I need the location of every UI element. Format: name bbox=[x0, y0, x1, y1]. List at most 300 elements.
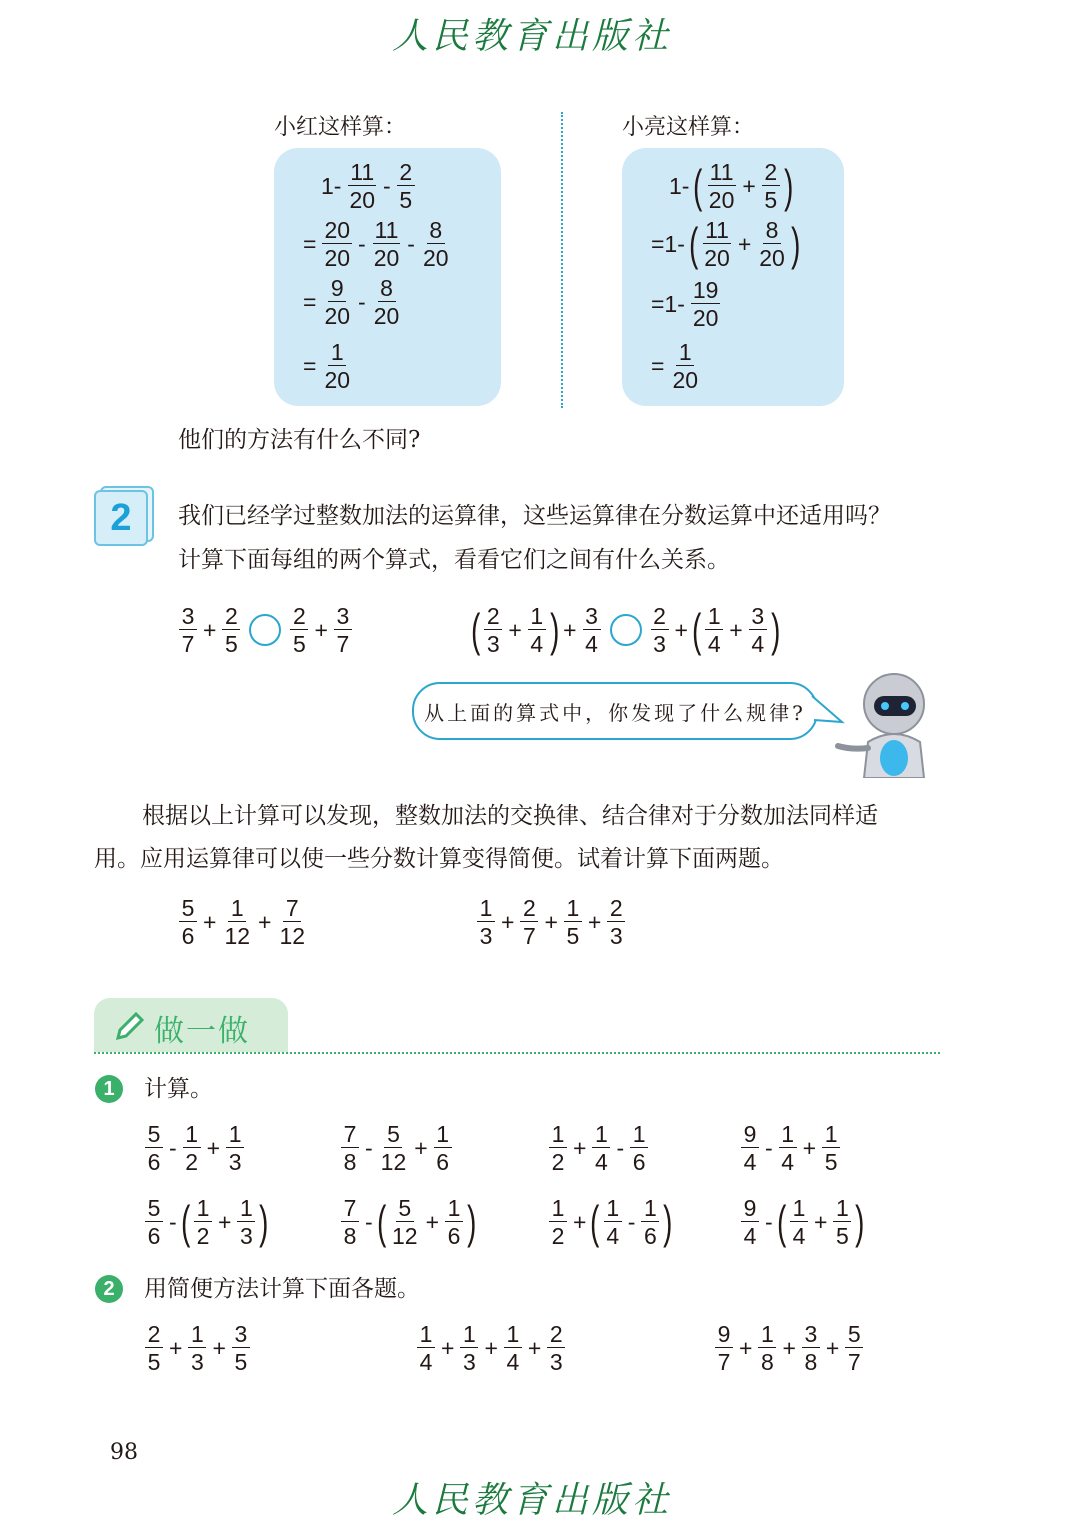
fraction bbox=[845, 1322, 863, 1374]
numerator: 9 bbox=[328, 276, 346, 302]
q2-expr-3 bbox=[712, 1322, 866, 1374]
numerator: 2 bbox=[484, 604, 502, 630]
operator: + bbox=[314, 616, 328, 643]
numerator: 1 bbox=[183, 1122, 201, 1148]
bubble-text: 从上面的算式中，你发现了什么规律? bbox=[424, 700, 806, 725]
fraction bbox=[183, 1122, 201, 1174]
operator: + bbox=[527, 1334, 542, 1361]
denominator: 4 bbox=[743, 1223, 757, 1250]
numerator: 1 bbox=[604, 1196, 622, 1222]
operator: + bbox=[674, 616, 688, 643]
parenthesis: ) bbox=[467, 1196, 477, 1249]
fraction bbox=[460, 1322, 478, 1374]
parenthesis: ( bbox=[692, 604, 702, 657]
numerator: 1 bbox=[226, 1122, 244, 1148]
fraction bbox=[334, 604, 352, 656]
parenthesis: ) bbox=[855, 1196, 865, 1249]
numerator: 2 bbox=[222, 604, 240, 630]
fraction bbox=[547, 1322, 565, 1374]
denominator: 4 bbox=[506, 1349, 520, 1376]
numerator: 1 bbox=[790, 1196, 808, 1222]
fraction bbox=[741, 1122, 759, 1174]
numerator: 3 bbox=[232, 1322, 250, 1348]
fraction bbox=[549, 1196, 567, 1248]
operator: + bbox=[203, 908, 217, 935]
denominator: 5 bbox=[566, 923, 580, 950]
fraction bbox=[822, 1122, 840, 1174]
xiaoliang-method-box bbox=[622, 148, 844, 406]
numerator: 5 bbox=[384, 1122, 402, 1148]
denominator: 3 bbox=[240, 1223, 253, 1250]
row-prefix: = bbox=[651, 352, 665, 379]
operator: + bbox=[742, 172, 756, 199]
q2-expr-1 bbox=[142, 1322, 253, 1374]
fraction bbox=[145, 1322, 163, 1374]
denominator: 7 bbox=[181, 631, 195, 658]
operator: + bbox=[544, 908, 558, 935]
operator: + bbox=[212, 1334, 226, 1361]
numerator: 1 bbox=[434, 1122, 452, 1148]
numerator: 1 bbox=[417, 1322, 435, 1348]
robot-speech-bubble bbox=[412, 682, 818, 740]
fraction bbox=[188, 1322, 206, 1374]
fraction bbox=[528, 604, 546, 656]
practice-1-badge: 1 bbox=[95, 1075, 123, 1103]
xiaohong-method-box bbox=[274, 148, 501, 406]
numerator: 2 bbox=[520, 896, 538, 922]
practice-divider bbox=[94, 1052, 940, 1054]
denominator: 3 bbox=[653, 631, 666, 658]
operator: - bbox=[765, 1208, 773, 1235]
fraction bbox=[372, 276, 402, 328]
fraction bbox=[222, 896, 252, 948]
question-different: 他们的方法有什么不同? bbox=[178, 427, 421, 453]
example2-line1: 我们已经学过整数加法的运算律，这些运算律在分数运算中还适用吗？ bbox=[178, 503, 891, 529]
xiaohong-row-4 bbox=[300, 340, 355, 392]
denominator: 20 bbox=[324, 367, 351, 394]
numerator: 3 bbox=[334, 604, 352, 630]
operator: + bbox=[563, 616, 577, 643]
fraction bbox=[145, 1122, 163, 1174]
parenthesis: ( bbox=[180, 1196, 190, 1249]
operator: - bbox=[169, 1134, 177, 1161]
fraction bbox=[237, 1196, 255, 1248]
fraction bbox=[434, 1122, 452, 1174]
denominator: 4 bbox=[707, 631, 721, 658]
fraction bbox=[445, 1196, 463, 1248]
numerator: 1 bbox=[237, 1196, 255, 1222]
xiaohong-row-2 bbox=[300, 218, 454, 270]
pencil-icon bbox=[114, 1010, 146, 1042]
q1-row1-expr-3 bbox=[546, 1122, 651, 1174]
row-prefix: =1- bbox=[651, 230, 685, 257]
fraction bbox=[607, 896, 625, 948]
numerator: 3 bbox=[179, 604, 197, 630]
fraction bbox=[520, 896, 538, 948]
denominator: 3 bbox=[463, 1349, 476, 1376]
numerator: 8 bbox=[763, 218, 781, 244]
parenthesis: ) bbox=[259, 1196, 269, 1249]
practice-title: 做一做 bbox=[154, 1014, 250, 1049]
fraction bbox=[749, 604, 767, 656]
fraction bbox=[341, 1122, 359, 1174]
numerator: 9 bbox=[741, 1196, 759, 1222]
xiaoliang-row-1 bbox=[666, 160, 794, 212]
numerator: 2 bbox=[547, 1322, 565, 1348]
denominator: 6 bbox=[147, 1223, 161, 1250]
numerator: 7 bbox=[283, 896, 301, 922]
fraction bbox=[705, 604, 723, 656]
denominator: 3 bbox=[191, 1349, 204, 1376]
parenthesis: ( bbox=[776, 1196, 786, 1249]
q1-row2-expr-4 bbox=[738, 1196, 866, 1248]
xiaoliang-label: 小亮这样算： bbox=[622, 115, 755, 140]
denominator: 5 bbox=[836, 1223, 849, 1250]
operator: + bbox=[425, 1208, 440, 1235]
numerator: 2 bbox=[145, 1322, 163, 1348]
denominator: 3 bbox=[486, 631, 500, 658]
denominator: 8 bbox=[804, 1349, 818, 1376]
operator: + bbox=[587, 908, 602, 935]
fraction bbox=[322, 276, 352, 328]
denominator: 20 bbox=[708, 187, 735, 214]
fraction bbox=[741, 1196, 759, 1248]
denominator: 5 bbox=[293, 631, 306, 658]
denominator: 7 bbox=[717, 1349, 731, 1376]
conclusion-para1: 根据以上计算可以发现，整数加法的交换律、结合律对于分数加法同样适 bbox=[142, 803, 878, 829]
numerator: 2 bbox=[290, 604, 308, 630]
numerator: 1 bbox=[328, 340, 346, 366]
numerator: 5 bbox=[179, 896, 197, 922]
fraction bbox=[592, 1122, 610, 1174]
row-prefix: 1- bbox=[669, 172, 690, 199]
numerator: 8 bbox=[378, 276, 396, 302]
fraction bbox=[802, 1322, 820, 1374]
operator: - bbox=[365, 1208, 373, 1235]
numerator: 20 bbox=[324, 217, 351, 243]
fraction bbox=[397, 160, 415, 212]
operator: + bbox=[814, 1208, 828, 1235]
fraction bbox=[477, 896, 495, 948]
denominator: 8 bbox=[343, 1149, 357, 1176]
fraction bbox=[757, 218, 787, 270]
compare-blank-circle[interactable] bbox=[249, 614, 281, 646]
operator: + bbox=[218, 1208, 232, 1235]
denominator: 20 bbox=[704, 245, 730, 272]
fraction bbox=[715, 1322, 733, 1374]
conclusion-para2: 用。应用运算律可以使一些分数计算变得简便。试着计算下面两题。 bbox=[94, 846, 784, 872]
denominator: 5 bbox=[234, 1349, 248, 1376]
numerator: 7 bbox=[341, 1122, 359, 1148]
compare-expression-a bbox=[176, 604, 355, 656]
denominator: 6 bbox=[447, 1223, 461, 1250]
denominator: 6 bbox=[181, 923, 195, 950]
fraction bbox=[379, 1122, 409, 1174]
fraction bbox=[630, 1122, 648, 1174]
operator: + bbox=[508, 616, 522, 643]
fraction bbox=[604, 1196, 622, 1248]
example-number-badge: 2 bbox=[94, 486, 152, 544]
operator: - bbox=[616, 1134, 625, 1161]
parenthesis: ) bbox=[549, 604, 560, 657]
numerator: 3 bbox=[802, 1322, 820, 1348]
denominator: 6 bbox=[436, 1149, 450, 1176]
q1-row1-expr-4 bbox=[738, 1122, 843, 1174]
fraction bbox=[277, 896, 307, 948]
denominator: 20 bbox=[759, 245, 785, 272]
parenthesis: ) bbox=[770, 604, 780, 657]
denominator: 8 bbox=[761, 1349, 774, 1376]
numerator: 11 bbox=[709, 159, 734, 185]
xiaohong-row-1 bbox=[318, 160, 418, 212]
operator: + bbox=[729, 616, 743, 643]
xiaoliang-row-4 bbox=[648, 340, 703, 392]
numerator: 1 bbox=[705, 604, 723, 630]
denominator: 3 bbox=[549, 1349, 563, 1376]
denominator: 4 bbox=[743, 1149, 757, 1176]
parenthesis: ( bbox=[376, 1196, 386, 1249]
denominator: 20 bbox=[324, 303, 351, 330]
practice-2-text: 用简便方法计算下面各题。 bbox=[144, 1276, 420, 1302]
operator: + bbox=[414, 1134, 428, 1161]
fraction bbox=[779, 1122, 797, 1174]
parenthesis: ) bbox=[783, 160, 794, 213]
publisher-header: 人民教育出版社 bbox=[392, 16, 673, 57]
example2-line2: 计算下面每组的两个算式，看看它们之间有什么关系。 bbox=[178, 547, 730, 573]
operator: + bbox=[782, 1334, 796, 1361]
vertical-divider bbox=[561, 112, 563, 408]
numerator: 11 bbox=[374, 217, 399, 243]
denominator: 4 bbox=[595, 1149, 608, 1176]
fraction bbox=[194, 1196, 212, 1248]
fraction bbox=[226, 1122, 244, 1174]
fraction bbox=[758, 1322, 776, 1374]
fraction bbox=[504, 1322, 522, 1374]
denominator: 20 bbox=[349, 187, 376, 214]
numerator: 11 bbox=[350, 159, 375, 185]
operator: + bbox=[825, 1334, 840, 1361]
operator: + bbox=[737, 230, 752, 257]
numerator: 19 bbox=[692, 277, 719, 303]
page-number: 98 bbox=[110, 1440, 138, 1465]
operator: + bbox=[484, 1334, 498, 1361]
numerator: 1 bbox=[194, 1196, 212, 1222]
denominator: 5 bbox=[225, 631, 238, 658]
numerator: 5 bbox=[145, 1122, 163, 1148]
practice-header-tab bbox=[94, 998, 288, 1052]
operator: + bbox=[501, 908, 515, 935]
fraction bbox=[341, 1196, 359, 1248]
numerator: 1 bbox=[504, 1322, 522, 1348]
denominator: 4 bbox=[781, 1149, 795, 1176]
denominator: 5 bbox=[824, 1149, 838, 1176]
row-prefix: 1- bbox=[321, 172, 342, 199]
robot-mascot-icon bbox=[832, 668, 942, 778]
operator: + bbox=[203, 616, 217, 643]
try-expression-a bbox=[176, 896, 310, 948]
parenthesis: ( bbox=[688, 218, 699, 271]
denominator: 20 bbox=[373, 303, 400, 330]
fraction bbox=[179, 604, 197, 656]
row-prefix: =1- bbox=[651, 290, 685, 317]
q1-row1-expr-2 bbox=[338, 1122, 455, 1174]
q1-row2-expr-2 bbox=[338, 1196, 477, 1248]
numerator: 3 bbox=[583, 604, 601, 630]
operator: - bbox=[169, 1208, 177, 1235]
operator: + bbox=[573, 1208, 587, 1235]
numerator: 1 bbox=[188, 1322, 206, 1348]
denominator: 12 bbox=[380, 1149, 407, 1176]
denominator: 2 bbox=[196, 1223, 210, 1250]
fraction bbox=[421, 218, 451, 270]
fraction bbox=[651, 604, 669, 656]
numerator: 1 bbox=[528, 604, 546, 630]
parenthesis: ) bbox=[790, 218, 801, 271]
denominator: 20 bbox=[692, 305, 719, 332]
numerator: 1 bbox=[445, 1196, 463, 1222]
denominator: 3 bbox=[228, 1149, 242, 1176]
numerator: 1 bbox=[477, 896, 495, 922]
denominator: 7 bbox=[523, 923, 536, 950]
denominator: 20 bbox=[422, 245, 449, 272]
try-expression-b bbox=[474, 896, 628, 948]
publisher-footer: 人民教育出版社 bbox=[392, 1480, 673, 1521]
numerator: 3 bbox=[749, 604, 767, 630]
denominator: 20 bbox=[324, 245, 351, 272]
row-prefix: = bbox=[303, 352, 317, 379]
fraction bbox=[790, 1196, 808, 1248]
numerator: 11 bbox=[705, 217, 729, 243]
numerator: 1 bbox=[676, 340, 694, 366]
denominator: 8 bbox=[343, 1223, 357, 1250]
fraction bbox=[484, 604, 502, 656]
denominator: 6 bbox=[644, 1223, 657, 1250]
parenthesis: ) bbox=[663, 1196, 673, 1249]
compare-expression-b bbox=[470, 604, 781, 656]
practice-2-badge: 2 bbox=[95, 1275, 123, 1303]
denominator: 4 bbox=[419, 1349, 433, 1376]
numerator: 2 bbox=[762, 160, 780, 186]
fraction bbox=[145, 1196, 163, 1248]
numerator: 1 bbox=[592, 1122, 610, 1148]
operator: - bbox=[407, 230, 415, 257]
fraction bbox=[691, 278, 721, 330]
numerator: 2 bbox=[397, 160, 415, 186]
fraction bbox=[322, 340, 352, 392]
denominator: 4 bbox=[530, 631, 544, 658]
numerator: 1 bbox=[460, 1322, 478, 1348]
fraction bbox=[417, 1322, 435, 1374]
denominator: 4 bbox=[585, 631, 598, 658]
numerator: 2 bbox=[607, 896, 625, 922]
operator: + bbox=[441, 1334, 455, 1361]
operator: - bbox=[358, 288, 366, 315]
denominator: 5 bbox=[399, 187, 413, 214]
q2-expr-2 bbox=[414, 1322, 568, 1374]
numerator: 1 bbox=[822, 1122, 840, 1148]
denominator: 4 bbox=[606, 1223, 620, 1250]
numerator: 5 bbox=[396, 1196, 414, 1222]
numerator: 9 bbox=[715, 1322, 733, 1348]
fraction bbox=[707, 160, 737, 212]
numerator: 1 bbox=[549, 1196, 567, 1222]
denominator: 4 bbox=[751, 631, 765, 658]
operator: - bbox=[365, 1134, 373, 1161]
numerator: 2 bbox=[651, 604, 669, 630]
numerator: 7 bbox=[341, 1196, 359, 1222]
operator: + bbox=[573, 1134, 587, 1161]
row-prefix: = bbox=[303, 230, 317, 257]
numerator: 1 bbox=[564, 896, 582, 922]
q1-row2-expr-1 bbox=[142, 1196, 270, 1248]
fraction bbox=[179, 896, 197, 948]
numerator: 1 bbox=[758, 1322, 776, 1348]
denominator: 4 bbox=[792, 1223, 806, 1250]
parenthesis: ( bbox=[471, 604, 481, 657]
numerator: 1 bbox=[833, 1196, 851, 1222]
denominator: 3 bbox=[609, 923, 623, 950]
numerator: 1 bbox=[549, 1122, 567, 1148]
fraction bbox=[549, 1122, 567, 1174]
parenthesis: ( bbox=[693, 160, 703, 213]
xiaoliang-row-2 bbox=[648, 218, 801, 270]
fraction bbox=[702, 218, 732, 270]
fraction bbox=[833, 1196, 851, 1248]
fraction bbox=[232, 1322, 250, 1374]
numerator: 5 bbox=[145, 1196, 163, 1222]
operator: + bbox=[169, 1334, 183, 1361]
parenthesis: ( bbox=[590, 1196, 600, 1249]
xiaoliang-row-3 bbox=[648, 278, 723, 330]
numerator: 5 bbox=[845, 1322, 863, 1348]
denominator: 3 bbox=[479, 923, 493, 950]
operator: - bbox=[765, 1134, 773, 1161]
numerator: 8 bbox=[427, 218, 445, 244]
practice-1-text: 计算。 bbox=[144, 1076, 213, 1102]
denominator: 2 bbox=[551, 1149, 565, 1176]
denominator: 6 bbox=[632, 1149, 646, 1176]
operator: - bbox=[383, 172, 391, 199]
fraction bbox=[564, 896, 582, 948]
denominator: 12 bbox=[392, 1223, 418, 1250]
numerator: 9 bbox=[741, 1122, 759, 1148]
xiaohong-label: 小红这样算： bbox=[274, 115, 407, 140]
denominator: 20 bbox=[373, 245, 400, 272]
fraction bbox=[762, 160, 780, 212]
numerator: 1 bbox=[779, 1122, 797, 1148]
denominator: 2 bbox=[551, 1223, 565, 1250]
compare-blank-circle[interactable] bbox=[610, 614, 642, 646]
denominator: 5 bbox=[764, 187, 778, 214]
denominator: 7 bbox=[847, 1349, 861, 1376]
xiaohong-row-3 bbox=[300, 276, 404, 328]
fraction bbox=[222, 604, 240, 656]
operator: + bbox=[206, 1134, 221, 1161]
q1-row1-expr-1 bbox=[142, 1122, 247, 1174]
denominator: 6 bbox=[147, 1149, 161, 1176]
denominator: 2 bbox=[185, 1149, 199, 1176]
fraction bbox=[347, 160, 377, 212]
denominator: 7 bbox=[336, 631, 350, 658]
numerator: 1 bbox=[630, 1122, 648, 1148]
operator: - bbox=[358, 230, 366, 257]
fraction bbox=[583, 604, 601, 656]
fraction bbox=[322, 218, 352, 270]
fraction bbox=[290, 604, 308, 656]
fraction bbox=[670, 340, 700, 392]
fraction bbox=[372, 218, 402, 270]
operator: - bbox=[627, 1208, 636, 1235]
